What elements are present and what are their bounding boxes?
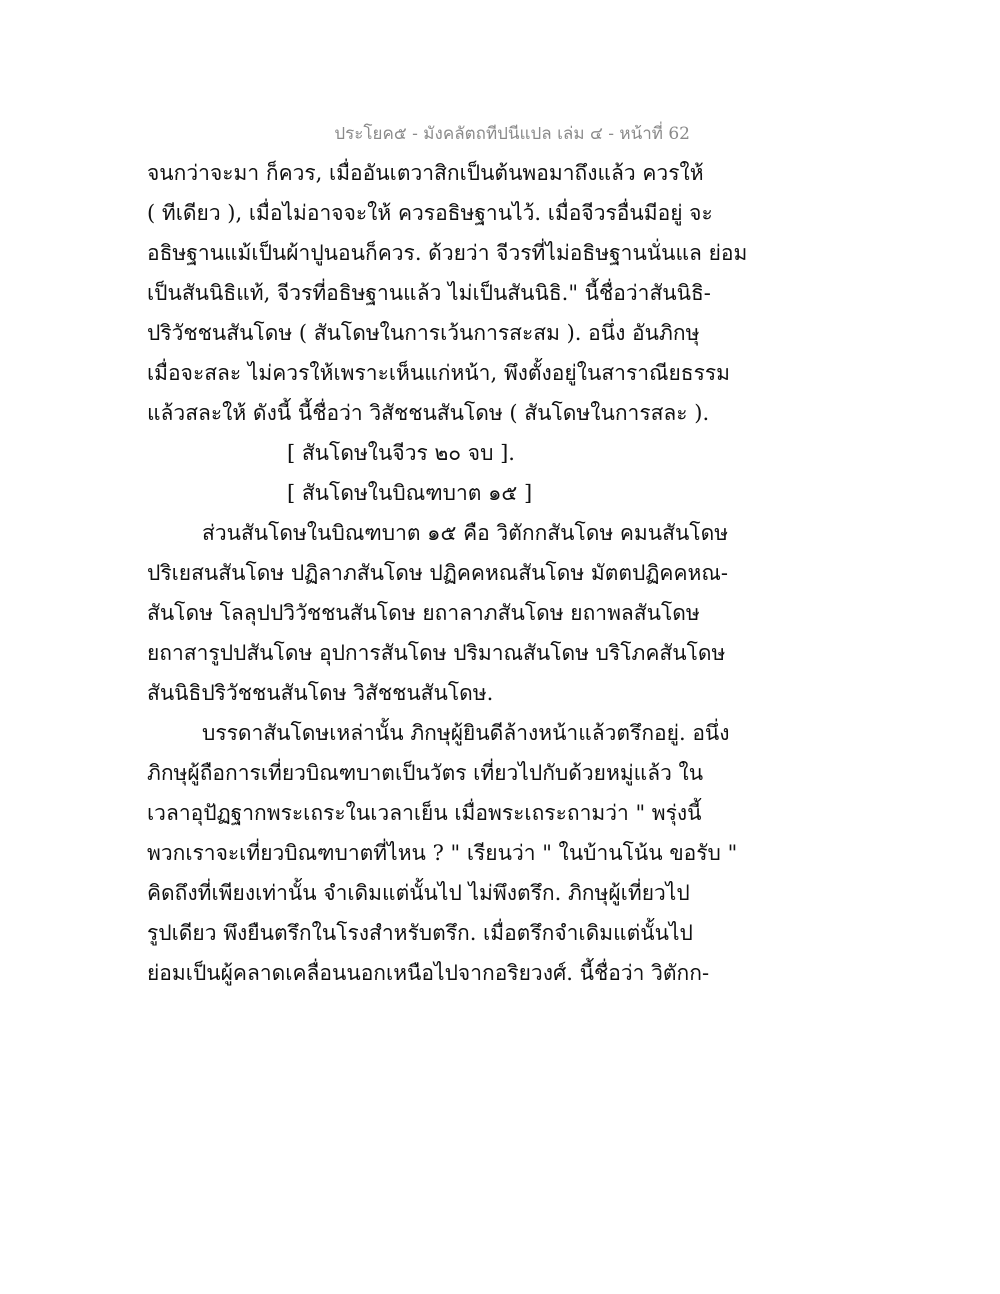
text-line-6: เมื่อจะสละ ไม่ควรให้เพราะเห็นแก่หน้า, พึงตั้งอยู่ในสาราณียธรรม [147, 361, 731, 385]
text-line-1: จนกว่าจะมา ก็ควร, เมื่ออันเตวาสิกเป็นต้นพอมาถึงแล้ว ควรให้ [147, 161, 704, 185]
text-line-11: ปริเยสนสันโดษ ปฏิลาภสันโดษ ปฏิคคหณสันโดษ มัตตปฏิคคหณ- [147, 561, 728, 585]
paragraph-start-line: ส่วนสันโดษในบิณฑบาต ๑๕ คือ วิตักกสันโดษ คมนสันโดษ [202, 521, 729, 545]
text-line-19: คิดถึงที่เพียงเท่านั้น จำเดิมแต่นั้นไป ไม่พึงตรึก. ภิกษุผู้เที่ยวไป [147, 881, 690, 905]
text-line-18: พวกเราจะเที่ยวบิณฑบาตที่ไหน ? " เรียนว่า " ในบ้านโน้น ขอรับ " [147, 841, 738, 865]
text-line-5: ปริวัชชนสันโดษ ( สันโดษในการเว้นการสะสม ). อนึ่ง อันภิกษุ [147, 321, 700, 345]
page-header: ประโยค๕ - มังคลัตถทีปนีแปล เล่ม ๔ - หน้าที่ 62 [334, 124, 690, 144]
text-line-14: สันนิธิปริวัชชนสันโดษ วิสัชชนสันโดษ. [147, 681, 494, 705]
text-line-4: เป็นสันนิธิแท้, จีวรที่อธิษฐานแล้ว ไม่เป็นสันนิธิ." นี้ชื่อว่าสันนิธิ- [147, 281, 711, 305]
section-end-heading: [ สันโดษในจีวร ๒๐ จบ ]. [287, 441, 515, 465]
text-line-7: แล้วสละให้ ดังนี้ นี้ชื่อว่า วิสัชชนสันโดษ ( สันโดษในการสละ ). [147, 401, 710, 425]
text-line-3: อธิษฐานแม้เป็นผ้าปูนอนก็ควร. ด้วยว่า จีวรที่ไม่อธิษฐานนั่นแล ย่อม [147, 241, 748, 265]
text-line-16: ภิกษุผู้ถือการเที่ยวบิณฑบาตเป็นวัตร เที่ยวไปกับด้วยหมู่แล้ว ใน [147, 761, 704, 785]
paragraph-start-line-2: บรรดาสันโดษเหล่านั้น ภิกษุผู้ยินดีล้างหน้าแล้วตรึกอยู่. อนึ่ง [202, 721, 730, 745]
text-line-12: สันโดษ โลลุปปวิวัชชนสันโดษ ยถาลาภสันโดษ ยถาพลสันโดษ [147, 601, 700, 625]
text-line-17: เวลาอุปัฏฐากพระเถระในเวลาเย็น เมื่อพระเถระถามว่า " พรุ่งนี้ [147, 801, 702, 825]
text-line-20: รูปเดียว พึงยืนตรึกในโรงสำหรับตรึก. เมื่อตรึกจำเดิมแต่นั้นไป [147, 921, 693, 945]
text-line-2: ( ทีเดียว ), เมื่อไม่อาจจะให้ ควรอธิษฐานไว้. เมื่อจีวรอื่นมีอยู่ จะ [147, 201, 713, 225]
text-line-21: ย่อมเป็นผู้คลาดเคลื่อนนอกเหนือไปจากอริยวงศ์. นี้ชื่อว่า วิตักก- [147, 961, 710, 985]
section-heading: [ สันโดษในบิณฑบาต ๑๕ ] [287, 481, 533, 505]
text-line-13: ยถาสารูปปสันโดษ อุปการสันโดษ ปริมาณสันโดษ บริโภคสันโดษ [147, 641, 726, 665]
